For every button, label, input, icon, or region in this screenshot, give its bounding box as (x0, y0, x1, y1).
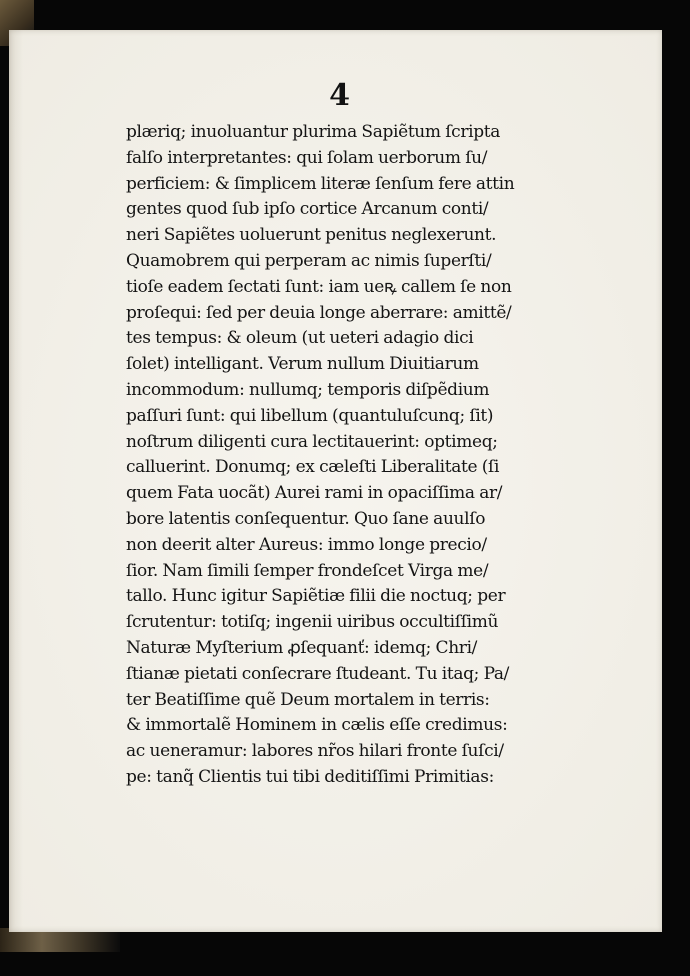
text-line: tioſe eadem ſectati ſunt: iam ueꝶ callem ſe non (126, 276, 512, 297)
text-line: falſo interpretantes: qui ſolam uerborum ſu/ (126, 147, 488, 168)
text-line: ſolet) intelligant. Verum nullum Diuitiarum (126, 354, 479, 375)
text-line: paſſuri ſunt: qui libellum (quantuluſcunq; ſit) (126, 405, 494, 426)
text-line: pe: tanq̃ Clientis tui tibi deditiſſimi Primitias: (126, 766, 494, 787)
text-block (126, 120, 542, 791)
text-line: ter Beatiſſime quẽ Deum mortalem in terris: (126, 689, 490, 710)
text-line: gentes quod ſub ipſo cortice Arcanum conti/ (126, 199, 489, 220)
text-line: & immortalẽ Hominem in cælis eſſe credimus: (126, 715, 508, 736)
text-line: ſcrutentur: totiſq; ingenii uiribus occultiſſimũ (126, 612, 499, 633)
text-line: incommodum: nullumq; temporis diſpẽdium (126, 379, 490, 400)
text-line: quem Fata uocãt) Aurei rami in opaciſſima ar/ (126, 483, 503, 504)
text-line: tallo. Hunc igitur Sapiẽtiæ filii die noctuq; per (126, 586, 506, 607)
text-line: neri Sapiẽtes uoluerunt penitus neglexerunt. (126, 225, 497, 246)
text-line: Quamobrem qui perperam ac nimis ſuperſti/ (126, 250, 492, 271)
text-line: ac ueneramur: labores nr̃os hilari fronte ſuſci/ (126, 741, 504, 762)
text-line: proſequi: ſed per deuia longe aberrare: amittẽ/ (126, 302, 512, 323)
text-line: non deerit alter Aureus: immo longe precio/ (126, 534, 487, 555)
page-number: 4 (329, 78, 350, 113)
text-line: noſtrum diligenti cura lectitauerint: optimeq; (126, 431, 498, 452)
text-line: Naturæ Myſterium ꝓſequanť: idemq; Chri/ (126, 637, 478, 658)
text-line: bore latentis conſequentur. Quo ſane auulſo (126, 508, 486, 529)
text-line: plæriq; inuoluantur plurima Sapiẽtum ſcripta (126, 122, 501, 142)
text-line: tes tempus: & oleum (ut ueteri adagio dici (126, 328, 474, 349)
text-line: ſior. Nam ſimili ſemper frondeſcet Virga me/ (126, 560, 489, 581)
text-line: ſtianæ pietati conſecrare ſtudeant. Tu itaq; Pa/ (126, 663, 510, 684)
text-line: perficiem: & ſimplicem literæ ſenſum fere attin (126, 173, 515, 194)
book-page (9, 30, 662, 932)
text-line: calluerint. Donumq; ex cæleſti Liberalitate (ſi (126, 457, 500, 478)
